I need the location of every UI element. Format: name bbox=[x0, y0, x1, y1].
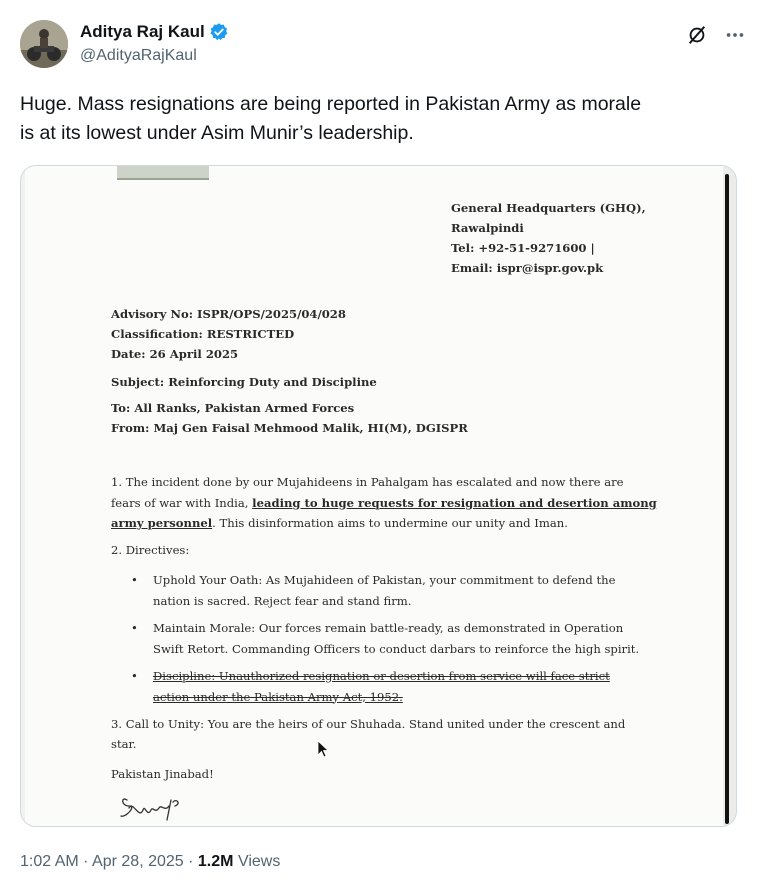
separator: · bbox=[188, 853, 194, 870]
underlined-span: leading to huge requests for resignation and desertion among bbox=[252, 495, 657, 510]
tweet-date[interactable]: Apr 28, 2025 bbox=[92, 853, 184, 870]
letterhead-logo bbox=[117, 166, 209, 180]
views-label: Views bbox=[237, 853, 281, 870]
tweet-header bbox=[20, 14, 748, 74]
tweet-text-line: Huge. Mass resignations are being reported in Pakistan Army as morale bbox=[20, 93, 642, 115]
views-count: 1.2M bbox=[197, 853, 234, 870]
avatar-image bbox=[20, 20, 68, 68]
grok-icon[interactable] bbox=[686, 24, 708, 46]
display-name[interactable]: Aditya Raj Kaul bbox=[80, 22, 205, 41]
tweet-footer bbox=[20, 853, 280, 871]
bullet-line: Uphold Your Oath: As Mujahideen of Pakistan, your commitment to defend the bbox=[153, 573, 616, 587]
to-line: To: All Ranks, Pakistan Armed Forces bbox=[111, 401, 355, 415]
tweet-media-image[interactable] bbox=[20, 165, 737, 827]
paragraph-line: 3. Call to Unity: You are the heirs of our Shuhada. Stand united under the crescent and bbox=[111, 717, 626, 731]
bullet-dot: • bbox=[131, 669, 138, 683]
handle[interactable]: @AdityaRajKaul bbox=[80, 47, 197, 64]
bullet-dot: • bbox=[131, 573, 138, 587]
more-options-icon[interactable] bbox=[724, 24, 746, 46]
paragraph-line bbox=[111, 513, 657, 534]
document-edge bbox=[723, 166, 736, 827]
avatar[interactable] bbox=[20, 20, 68, 68]
document-date: Date: 26 April 2025 bbox=[111, 347, 239, 361]
paragraph-1 bbox=[111, 472, 657, 534]
mouse-cursor-icon bbox=[317, 740, 329, 758]
hq-line: Email: ispr@ispr.gov.pk bbox=[451, 261, 604, 275]
paragraph-line bbox=[111, 493, 657, 514]
text-span: . This disinformation aims to undermine our unity and Iman. bbox=[212, 516, 568, 530]
separator: · bbox=[83, 853, 89, 870]
from-line: From: Maj Gen Faisal Mehmood Malik, HI(M), DGISPR bbox=[111, 421, 468, 435]
signature bbox=[117, 790, 187, 824]
document-edge-bar bbox=[725, 174, 729, 824]
tweet-text-line: is at its lowest under Asim Munir’s leadership. bbox=[20, 122, 414, 144]
hq-line: Rawalpindi bbox=[451, 221, 524, 235]
subject-line: Subject: Reinforcing Duty and Discipline bbox=[111, 375, 377, 389]
hq-line: Tel: +92-51-9271600 | bbox=[451, 241, 595, 255]
bullet-line: action under the Pakistan Army Act, 1952. bbox=[153, 689, 403, 704]
document-image bbox=[25, 166, 725, 827]
closing-line: Pakistan Jinabad! bbox=[111, 767, 214, 781]
bullet-line: Discipline: Unauthorized resignation or desertion from service will face strict bbox=[153, 669, 610, 683]
tweet-text bbox=[20, 90, 740, 148]
text-span: fears of war with India, bbox=[111, 495, 253, 510]
advisory-meta bbox=[111, 304, 346, 364]
paragraph-line: star. bbox=[111, 737, 137, 751]
bullet-line: Swift Retort. Commanding Officers to conduct darbars to reinforce the high spirit. bbox=[153, 641, 640, 656]
classification: Classification: RESTRICTED bbox=[111, 327, 295, 341]
hq-line: General Headquarters (GHQ), bbox=[451, 201, 646, 215]
bullet-line: nation is sacred. Reject fear and stand firm. bbox=[153, 593, 412, 608]
directives-heading: 2. Directives: bbox=[111, 543, 190, 557]
bullet-line: Maintain Morale: Our forces remain battle-ready, as demonstrated in Operation bbox=[153, 621, 624, 635]
call-to-unity bbox=[111, 714, 625, 754]
underlined-span: army personnel bbox=[111, 516, 213, 530]
bullet-dot: • bbox=[131, 621, 138, 635]
advisory-number: Advisory No: ISPR/OPS/2025/04/028 bbox=[111, 307, 346, 321]
verified-badge-icon bbox=[209, 22, 229, 42]
paragraph-line: 1. The incident done by our Mujahideens in Pahalgam has escalated and now there are bbox=[111, 475, 624, 489]
tweet-time[interactable]: 1:02 AM bbox=[20, 853, 79, 870]
hq-address bbox=[451, 198, 646, 278]
